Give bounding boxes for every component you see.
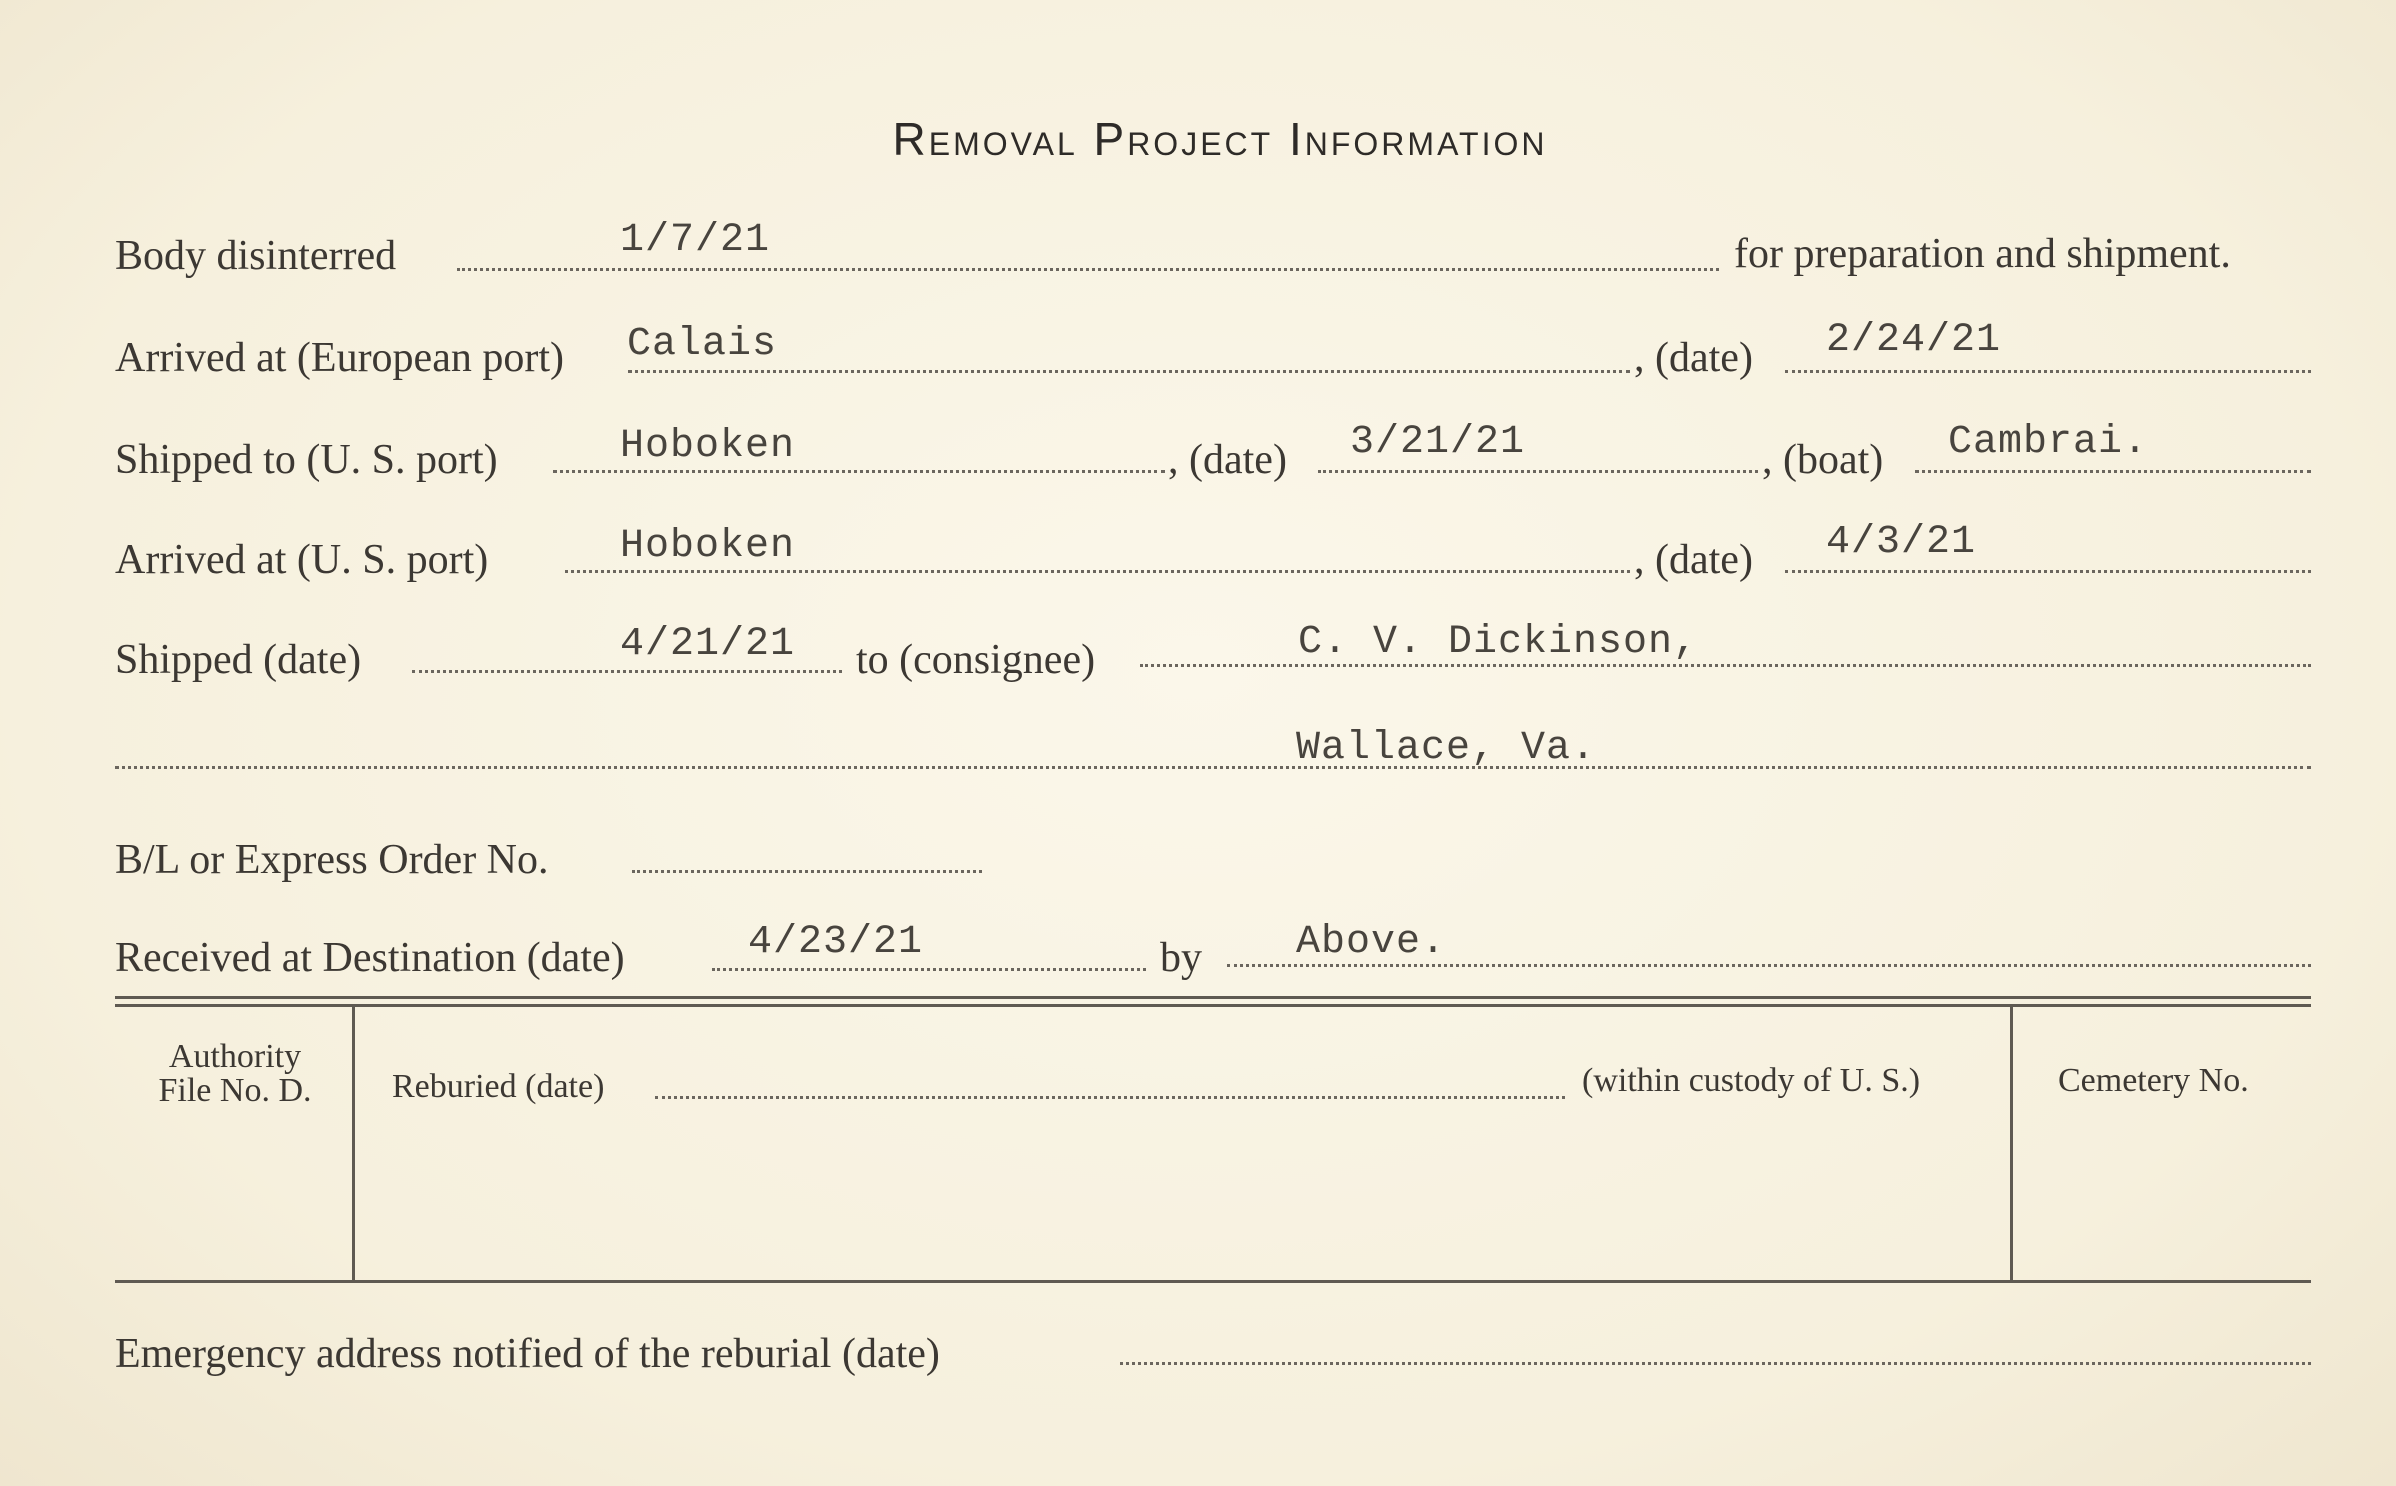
- received-date-value: 4/23/21: [748, 920, 924, 965]
- shipped-to-date-line: [1318, 470, 1758, 473]
- consignee-value: C. V. Dickinson,: [1298, 620, 1699, 665]
- arrived-us-value: Hoboken: [620, 524, 796, 569]
- boat-label: , (boat): [1762, 437, 1884, 483]
- european-date-value: 2/24/21: [1826, 318, 2002, 363]
- authority-line-1: Authority: [168, 1038, 302, 1075]
- custody-label: (within custody of U. S.): [1582, 1062, 1921, 1099]
- european-port-value: Calais: [627, 322, 778, 367]
- box-divider-right: [2010, 1006, 2013, 1282]
- authority-line-2: File No. D.: [158, 1072, 312, 1109]
- shipped-date-line: [412, 670, 842, 673]
- consignee-label: to (consignee): [856, 637, 1096, 683]
- shipped-date-label: Shipped (date): [115, 637, 362, 683]
- received-by-value: Above.: [1296, 920, 1447, 965]
- reburied-label: Reburied (date): [392, 1068, 605, 1105]
- shipped-to-label: Shipped to (U. S. port): [115, 437, 498, 483]
- received-date-line: [712, 968, 1146, 971]
- shipped-to-line: [553, 470, 1165, 473]
- european-port-label: Arrived at (European port): [115, 335, 564, 381]
- box-bottom-rule: [115, 1280, 2311, 1283]
- consignee-address: Wallace, Va.: [1296, 726, 1597, 771]
- received-label: Received at Destination (date): [115, 935, 625, 981]
- arrived-us-label: Arrived at (U. S. port): [115, 537, 489, 583]
- address-line: [115, 766, 2311, 769]
- arrived-us-date-label: , (date): [1634, 537, 1753, 583]
- european-port-line: [628, 370, 1630, 373]
- european-date-line: [1785, 370, 2311, 373]
- disinterred-line: [457, 268, 1719, 271]
- disinterred-label: Body disinterred: [115, 233, 397, 279]
- box-divider-left: [352, 1006, 355, 1282]
- emergency-label: Emergency address notified of the reburial (date): [115, 1331, 940, 1377]
- shipped-to-value: Hoboken: [620, 424, 796, 469]
- shipped-to-date-value: 3/21/21: [1350, 420, 1526, 465]
- cemetery-label: Cemetery No.: [2058, 1062, 2249, 1099]
- disinterred-value: 1/7/21: [620, 218, 771, 263]
- bl-order-label: B/L or Express Order No.: [115, 837, 549, 883]
- european-date-label: , (date): [1634, 335, 1753, 381]
- boat-line: [1915, 470, 2311, 473]
- reburied-line: [655, 1096, 1565, 1099]
- shipped-to-date-label: , (date): [1168, 437, 1287, 483]
- received-by-label: by: [1160, 935, 1202, 981]
- bl-order-line: [632, 870, 982, 873]
- box-top-rule-1: [115, 996, 2311, 999]
- arrived-us-date-value: 4/3/21: [1826, 520, 1977, 565]
- boat-value: Cambrai.: [1948, 420, 2149, 465]
- arrived-us-date-line: [1785, 570, 2311, 573]
- card-title: Removal Project Information: [892, 113, 1548, 165]
- shipped-date-value: 4/21/21: [620, 622, 796, 667]
- emergency-line: [1120, 1362, 2311, 1365]
- box-top-rule-2: [115, 1004, 2311, 1007]
- disinterred-suffix: for preparation and shipment.: [1734, 231, 2231, 277]
- arrived-us-line: [565, 570, 1630, 573]
